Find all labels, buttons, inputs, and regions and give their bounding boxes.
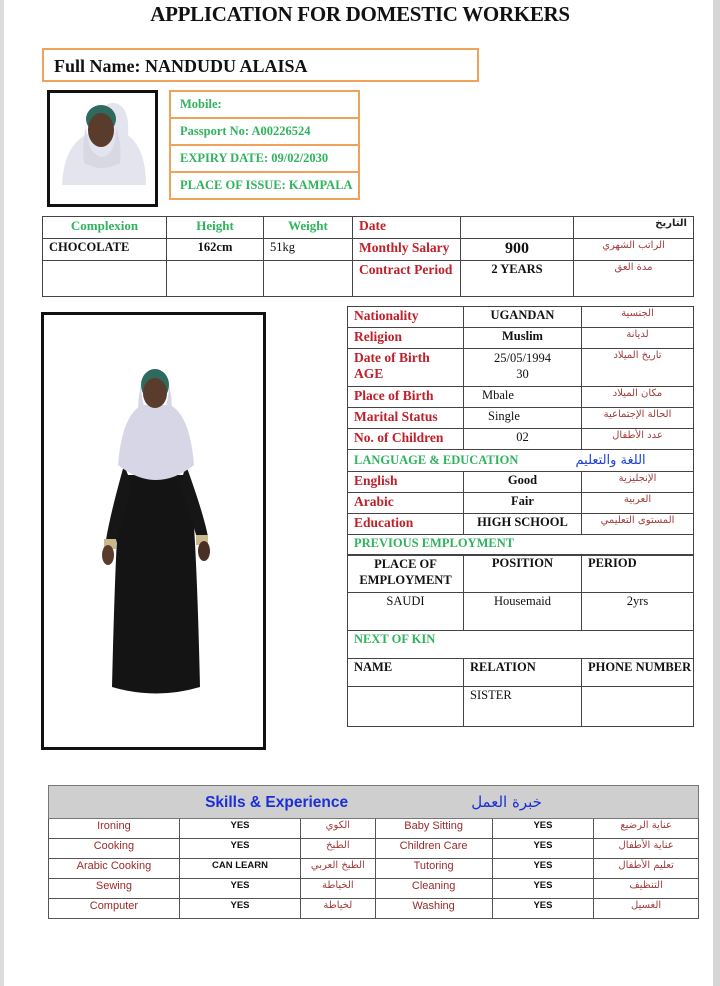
- language-section-arabic: اللغة والتعليم: [575, 453, 646, 468]
- contract-period-value: 2 YEARS: [461, 261, 574, 297]
- skill-row: [49, 859, 699, 879]
- skill-name: Tutoring: [375, 859, 492, 879]
- salary-arabic: الراتب الشهري: [574, 239, 694, 261]
- skill-value: YES: [179, 879, 300, 899]
- salary-value: 900: [461, 239, 574, 261]
- birthplace-value: Mbale: [464, 387, 582, 408]
- skill-arabic: تعليم الأطفال: [594, 859, 699, 879]
- employment-position-value: Housemaid: [464, 593, 582, 631]
- skill-arabic: الكوي: [301, 819, 375, 839]
- contract-period-arabic: مدة العق: [574, 261, 694, 297]
- employment-period-value: 2yrs: [582, 593, 694, 631]
- skill-row: [49, 839, 699, 859]
- height-header: Height: [167, 217, 264, 239]
- english-value: Good: [464, 472, 582, 493]
- skill-name: Children Care: [375, 839, 492, 859]
- skill-name: Baby Sitting: [375, 819, 492, 839]
- skills-table: [48, 785, 699, 919]
- kin-relation-header: RELATION: [464, 659, 582, 687]
- marital-status-label: Marital Status: [348, 408, 464, 429]
- dob-arabic: تاريخ الميلاد: [582, 349, 694, 387]
- skill-arabic: الطبخ العربي: [301, 859, 375, 879]
- education-label: Education: [348, 514, 464, 535]
- education-value: HIGH SCHOOL: [464, 514, 582, 535]
- previous-employment-header: PREVIOUS EMPLOYMENT: [348, 535, 694, 556]
- skill-name: Cleaning: [375, 879, 492, 899]
- full-body-photo: [41, 312, 266, 750]
- mobile-field: Mobile:: [169, 90, 360, 119]
- complexion-header: Complexion: [43, 217, 167, 239]
- employment-place-value: SAUDI: [348, 593, 464, 631]
- education-arabic: المستوى التعليمي: [582, 514, 694, 535]
- skill-value: CAN LEARN: [179, 859, 300, 879]
- skill-arabic: لخياطة: [301, 899, 375, 919]
- person-portrait-icon: [50, 93, 155, 204]
- skill-name: Ironing: [49, 819, 180, 839]
- full-name-box: Full Name: NANDUDU ALAISA: [42, 48, 479, 82]
- skill-arabic: عناية الأطفال: [594, 839, 699, 859]
- dob-label: [348, 349, 464, 387]
- skills-title: Skills & Experience: [205, 793, 349, 811]
- skill-name: Cooking: [49, 839, 180, 859]
- next-of-kin-header: NEXT OF KIN: [348, 631, 694, 659]
- skill-arabic: الطبخ: [301, 839, 375, 859]
- personal-details-table: [347, 306, 694, 556]
- skill-row: [49, 899, 699, 919]
- viewer-scrollbar[interactable]: [713, 0, 720, 986]
- nationality-label: Nationality: [348, 307, 464, 328]
- english-arabic: الإنجليزية: [582, 472, 694, 493]
- age-value-text: 30: [516, 367, 529, 381]
- skill-arabic: الخياطة: [301, 879, 375, 899]
- skill-name: Computer: [49, 899, 180, 919]
- salary-label: Monthly Salary: [353, 239, 461, 261]
- kin-name-header: NAME: [348, 659, 464, 687]
- viewer-left-edge: [0, 0, 4, 986]
- skill-value: YES: [492, 899, 594, 919]
- skill-value: YES: [492, 839, 594, 859]
- kin-phone-value: [582, 687, 694, 727]
- passport-photo: [47, 90, 158, 207]
- nationality-value: UGANDAN: [464, 307, 582, 328]
- skill-arabic: الغسيل: [594, 899, 699, 919]
- date-label: Date: [353, 217, 461, 239]
- religion-label: Religion: [348, 328, 464, 349]
- dob-label-text: Date of Birth: [354, 350, 430, 365]
- skill-value: YES: [492, 879, 594, 899]
- kin-phone-header: PHONE NUMBER: [582, 659, 694, 687]
- person-full-body-icon: [44, 315, 263, 747]
- marital-status-value: Single: [464, 408, 582, 429]
- age-label-text: AGE: [354, 366, 384, 381]
- children-arabic: عدد الأطفال: [582, 429, 694, 450]
- birthplace-arabic: مكان الميلاد: [582, 387, 694, 408]
- weight-header: Weight: [264, 217, 353, 239]
- date-arabic: التاريخ: [574, 217, 694, 239]
- weight-value: 51kg: [264, 239, 353, 261]
- language-section-label: LANGUAGE & EDUCATION: [354, 453, 519, 467]
- empty-cell: [264, 261, 353, 297]
- passport-number: Passport No: A00226524: [169, 117, 360, 146]
- dob-value: [464, 349, 582, 387]
- skill-value: YES: [179, 899, 300, 919]
- physical-contract-table: [42, 216, 694, 297]
- period-header: PERIOD: [582, 555, 694, 593]
- document-title: APPLICATION FOR DOMESTIC WORKERS: [150, 2, 570, 26]
- position-header: POSITION: [464, 555, 582, 593]
- dob-value-text: 25/05/1994: [494, 351, 551, 365]
- skills-header: [49, 786, 699, 819]
- empty-cell: [43, 261, 167, 297]
- language-section-header: [348, 450, 694, 472]
- religion-arabic: لديانة: [582, 328, 694, 349]
- skill-value: YES: [492, 819, 594, 839]
- birthplace-label: Place of Birth: [348, 387, 464, 408]
- children-label: No. of Children: [348, 429, 464, 450]
- skill-arabic: التنظيف: [594, 879, 699, 899]
- skill-name: Sewing: [49, 879, 180, 899]
- kin-name-value: [348, 687, 464, 727]
- skill-arabic: عناية الرضيع: [594, 819, 699, 839]
- arabic-arabic: العربية: [582, 493, 694, 514]
- height-value: 162cm: [167, 239, 264, 261]
- complexion-value: CHOCOLATE: [43, 239, 167, 261]
- contract-period-label: Contract Period: [353, 261, 461, 297]
- empty-cell: [167, 261, 264, 297]
- children-value: 02: [464, 429, 582, 450]
- place-of-employment-header: PLACE OF EMPLOYMENT: [348, 555, 464, 593]
- english-label: English: [348, 472, 464, 493]
- skill-name: Arabic Cooking: [49, 859, 180, 879]
- marital-status-arabic: الحالة الإجتماعية: [582, 408, 694, 429]
- skill-value: YES: [492, 859, 594, 879]
- skill-name: Washing: [375, 899, 492, 919]
- expiry-date: EXPIRY DATE: 09/02/2030: [169, 144, 360, 173]
- place-of-issue: PLACE OF ISSUE: KAMPALA: [169, 171, 360, 200]
- arabic-value: Fair: [464, 493, 582, 514]
- employment-kin-table: [347, 554, 694, 727]
- skill-row: [49, 879, 699, 899]
- kin-relation-value: SISTER: [464, 687, 582, 727]
- identity-info: [169, 90, 360, 200]
- skill-value: YES: [179, 819, 300, 839]
- skill-row: [49, 819, 699, 839]
- skill-value: YES: [179, 839, 300, 859]
- date-value: [461, 217, 574, 239]
- religion-value: Muslim: [464, 328, 582, 349]
- skills-title-arabic: خبرة العمل: [471, 792, 542, 811]
- arabic-label: Arabic: [348, 493, 464, 514]
- nationality-arabic: الجنسية: [582, 307, 694, 328]
